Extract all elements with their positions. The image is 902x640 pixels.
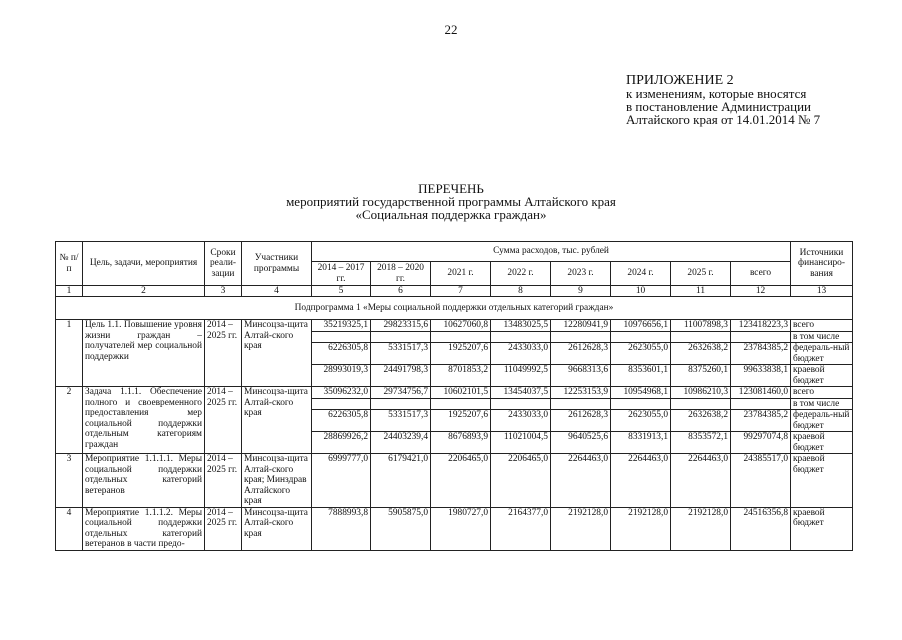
total-cell: 24385517,0 <box>731 454 791 508</box>
amount-cell: 2623055,0 <box>611 343 671 365</box>
amount-cell <box>431 398 491 410</box>
title-line: мероприятий государственной программы Алтайского края <box>286 194 616 209</box>
title-line: «Социальная поддержка граждан» <box>355 207 547 222</box>
amount-cell: 1925207,6 <box>431 343 491 365</box>
funding-source: всего <box>791 320 853 332</box>
amount-cell: 12280941,9 <box>551 320 611 332</box>
title-line: ПЕРЕЧЕНЬ <box>418 181 484 196</box>
amount-cell: 2433033,0 <box>491 410 551 432</box>
row-participants: Минсоцза-щита Алтай-ского края; Минздрав Алтайского края <box>242 454 312 508</box>
column-number: 13 <box>791 286 853 297</box>
funding-source: в том числе <box>791 398 853 410</box>
page-number: 22 <box>444 22 458 37</box>
amount-cell: 35096232,0 <box>312 387 371 399</box>
column-number: 9 <box>551 286 611 297</box>
column-number: 12 <box>731 286 791 297</box>
amount-cell <box>671 331 731 343</box>
appendix-line: в постановление Администрации <box>626 99 812 114</box>
table-row <box>56 507 853 550</box>
amount-cell: 7888993,8 <box>312 507 371 550</box>
amount-cell: 6179421,0 <box>371 454 431 508</box>
amount-cell: 5331517,3 <box>371 343 431 365</box>
amount-cell <box>491 331 551 343</box>
row-period: 2014 – 2025 гг. <box>205 387 242 454</box>
row-period: 2014 – 2025 гг. <box>205 507 242 550</box>
row-period: 2014 – 2025 гг. <box>205 454 242 508</box>
amount-cell: 9640525,6 <box>551 432 611 454</box>
subprogram-title: Подпрограмма 1 «Меры социальной поддержки отдельных категорий граждан» <box>56 297 853 320</box>
column-number: 4 <box>242 286 312 297</box>
total-cell: 24516356,8 <box>731 507 791 550</box>
amount-cell <box>551 398 611 410</box>
header-year: 2018 – 2020 гг. <box>371 262 431 286</box>
amount-cell: 10954968,1 <box>611 387 671 399</box>
header-year: 2025 г. <box>671 262 731 286</box>
row-goal: Цель 1.1. Повышение уровня жизни граждан – получателей мер социальной поддержки <box>83 320 205 387</box>
row-number: 2 <box>56 387 83 454</box>
amount-cell: 8701853,2 <box>431 365 491 387</box>
amount-cell: 6226305,8 <box>312 410 371 432</box>
funding-source: в том числе <box>791 331 853 343</box>
amount-cell: 35219325,1 <box>312 320 371 332</box>
table-row <box>56 387 853 399</box>
amount-cell: 8331913,1 <box>611 432 671 454</box>
header-goal: Цель, задачи, мероприятия <box>83 242 205 286</box>
column-number: 2 <box>83 286 205 297</box>
funding-source: краевой бюджет <box>791 365 853 387</box>
header-year: 2021 г. <box>431 262 491 286</box>
amount-cell: 2206465,0 <box>491 454 551 508</box>
amount-cell: 2632638,2 <box>671 343 731 365</box>
appendix-line: к изменениям, которые вносятся <box>626 86 807 101</box>
appendix-line: Алтайского края от 14.01.2014 № 7 <box>626 112 821 127</box>
amount-cell: 2433033,0 <box>491 343 551 365</box>
amount-cell: 2623055,0 <box>611 410 671 432</box>
total-cell: 23784385,2 <box>731 343 791 365</box>
total-cell: 23784385,2 <box>731 410 791 432</box>
header-source: Источники финансиро-вания <box>791 242 853 286</box>
amount-cell <box>371 331 431 343</box>
funding-source: краевой бюджет <box>791 454 853 508</box>
total-cell: 123081460,0 <box>731 387 791 399</box>
column-number: 10 <box>611 286 671 297</box>
amount-cell: 2192128,0 <box>611 507 671 550</box>
header-year: 2022 г. <box>491 262 551 286</box>
column-number: 7 <box>431 286 491 297</box>
amount-cell: 12253153,9 <box>551 387 611 399</box>
amount-cell: 29823315,6 <box>371 320 431 332</box>
amount-cell: 8676893,9 <box>431 432 491 454</box>
amount-cell: 2192128,0 <box>671 507 731 550</box>
column-number: 8 <box>491 286 551 297</box>
amount-cell: 28993019,3 <box>312 365 371 387</box>
column-number: 1 <box>56 286 83 297</box>
amount-cell: 2264463,0 <box>611 454 671 508</box>
amount-cell <box>431 331 491 343</box>
amount-cell: 2264463,0 <box>551 454 611 508</box>
funding-source: федераль-ный бюджет <box>791 343 853 365</box>
funding-source: федераль-ный бюджет <box>791 410 853 432</box>
amount-cell: 6226305,8 <box>312 343 371 365</box>
amount-cell: 24403239,4 <box>371 432 431 454</box>
amount-cell <box>312 331 371 343</box>
amount-cell: 10627060,8 <box>431 320 491 332</box>
header-year: 2023 г. <box>551 262 611 286</box>
table-row <box>56 454 853 508</box>
column-number: 6 <box>371 286 431 297</box>
amount-cell: 29734756,7 <box>371 387 431 399</box>
funding-source: краевой бюджет <box>791 432 853 454</box>
funding-source: краевой бюджет <box>791 507 853 550</box>
total-cell: 99633838,1 <box>731 365 791 387</box>
amount-cell: 5905875,0 <box>371 507 431 550</box>
amount-cell: 2206465,0 <box>431 454 491 508</box>
amount-cell: 2612628,3 <box>551 410 611 432</box>
row-number: 4 <box>56 507 83 550</box>
amount-cell: 2612628,3 <box>551 343 611 365</box>
column-number: 11 <box>671 286 731 297</box>
amount-cell: 8353572,1 <box>671 432 731 454</box>
total-cell: 123418223,3 <box>731 320 791 332</box>
row-participants: Минсоцза-щита Алтай-ского края <box>242 507 312 550</box>
amount-cell: 11049992,5 <box>491 365 551 387</box>
total-cell: 99297074,8 <box>731 432 791 454</box>
amount-cell <box>491 398 551 410</box>
amount-cell: 2192128,0 <box>551 507 611 550</box>
total-cell <box>731 331 791 343</box>
amount-cell: 11007898,3 <box>671 320 731 332</box>
header-num: № п/п <box>56 242 83 286</box>
amount-cell: 8353601,1 <box>611 365 671 387</box>
amount-cell <box>611 398 671 410</box>
row-goal: Задача 1.1.1. Обеспечение полного и своевременного предоставления мер социальной поддержки отдельным категориям граждан <box>83 387 205 454</box>
amount-cell: 8375260,1 <box>671 365 731 387</box>
amount-cell: 5331517,3 <box>371 410 431 432</box>
amount-cell: 1925207,6 <box>431 410 491 432</box>
amount-cell: 1980727,0 <box>431 507 491 550</box>
amount-cell: 10602101,5 <box>431 387 491 399</box>
amount-cell: 10986210,3 <box>671 387 731 399</box>
column-number-row <box>56 286 853 297</box>
amount-cell: 10976656,1 <box>611 320 671 332</box>
amount-cell <box>671 398 731 410</box>
amount-cell <box>371 398 431 410</box>
amount-cell: 2264463,0 <box>671 454 731 508</box>
amount-cell: 9668313,6 <box>551 365 611 387</box>
amount-cell: 2632638,2 <box>671 410 731 432</box>
amount-cell: 24491798,3 <box>371 365 431 387</box>
header-participants: Участники программы <box>242 242 312 286</box>
header-sum: Сумма расходов, тыс. рублей <box>312 242 791 262</box>
amount-cell <box>551 331 611 343</box>
amount-cell <box>611 331 671 343</box>
amount-cell: 6999777,0 <box>312 454 371 508</box>
total-cell <box>731 398 791 410</box>
column-number: 5 <box>312 286 371 297</box>
amount-cell: 13454037,5 <box>491 387 551 399</box>
row-participants: Минсоцза-щита Алтай-ского края <box>242 387 312 454</box>
amount-cell: 13483025,5 <box>491 320 551 332</box>
row-number: 3 <box>56 454 83 508</box>
header-period: Сроки реали-зации <box>205 242 242 286</box>
amount-cell: 28869926,2 <box>312 432 371 454</box>
row-participants: Минсоцза-щита Алтай-ского края <box>242 320 312 387</box>
funding-source: всего <box>791 387 853 399</box>
column-number: 3 <box>205 286 242 297</box>
header-year: 2014 – 2017 гг. <box>312 262 371 286</box>
row-number: 1 <box>56 320 83 387</box>
amount-cell: 2164377,0 <box>491 507 551 550</box>
header-total: всего <box>731 262 791 286</box>
appendix-heading: ПРИЛОЖЕНИЕ 2 <box>626 73 734 88</box>
table-row <box>56 320 853 332</box>
amount-cell: 11021004,5 <box>491 432 551 454</box>
header-year: 2024 г. <box>611 262 671 286</box>
row-goal: Мероприятие 1.1.1.2. Меры социальной поддержки отдельных категорий ветеранов в части предо- <box>83 507 205 550</box>
measures-table <box>55 241 853 551</box>
document-title <box>0 182 902 221</box>
row-period: 2014 – 2025 гг. <box>205 320 242 387</box>
appendix-block <box>626 74 866 126</box>
row-goal: Мероприятие 1.1.1.1. Меры социальной поддержки отдельных категорий ветеранов <box>83 454 205 508</box>
amount-cell <box>312 398 371 410</box>
